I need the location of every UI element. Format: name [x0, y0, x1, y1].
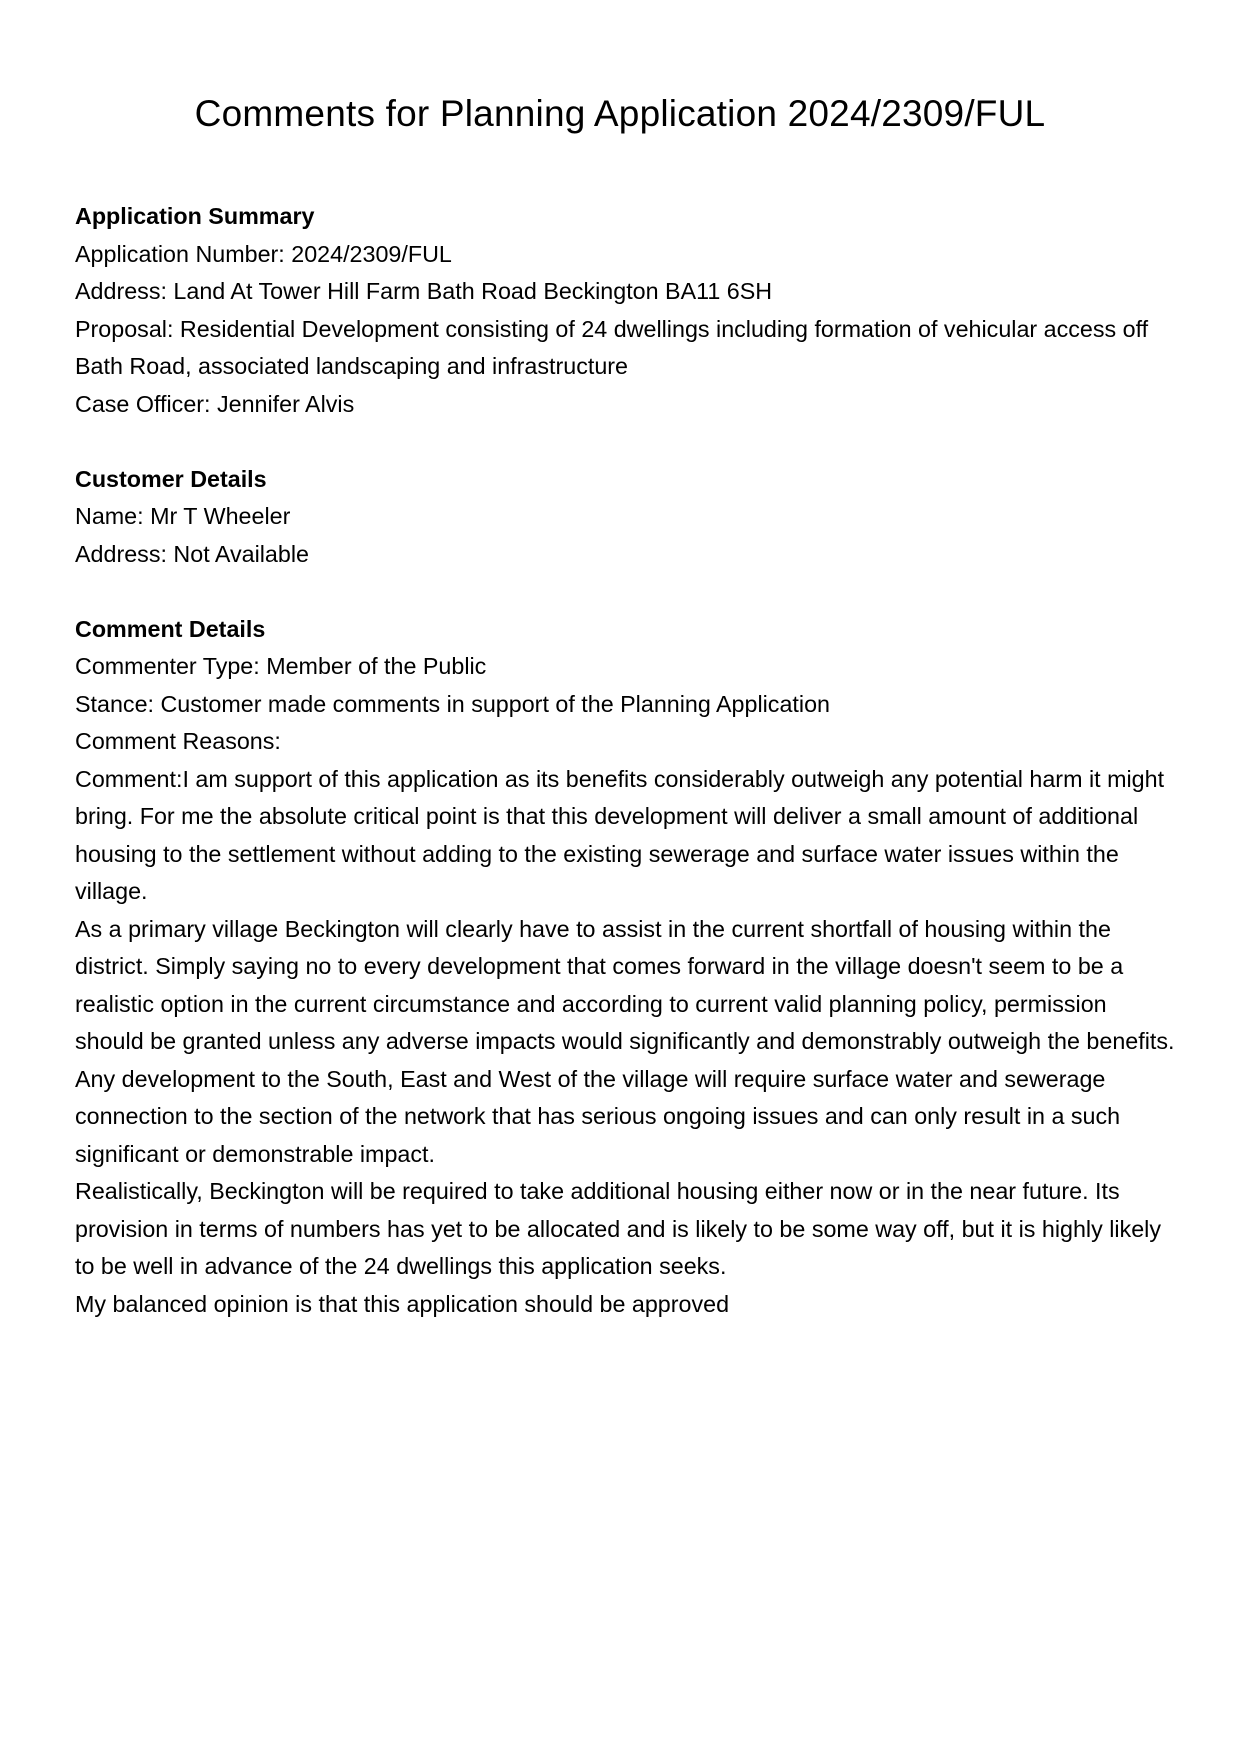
- page-title: Comments for Planning Application 2024/2309/FUL: [194, 93, 1046, 134]
- comment-details-section: [75, 611, 1175, 1324]
- case-officer: Case Officer: Jennifer Alvis: [75, 390, 355, 417]
- application-summary-heading: Application Summary: [75, 203, 315, 229]
- comment-details-heading: Comment Details: [75, 615, 266, 642]
- application-proposal: Proposal: Residential Development consisting of 24 dwellings including formation of vehicular access off Bath Road, associated landscaping and infrastructure: [75, 315, 1149, 379]
- customer-name: Name: Mr T Wheeler: [75, 503, 291, 529]
- document-body: [75, 198, 1175, 1361]
- application-number: Application Number: 2024/2309/FUL: [75, 240, 452, 267]
- commenter-type: Commenter Type: Member of the Public: [75, 653, 487, 679]
- application-summary-section: [75, 198, 1175, 423]
- customer-details-heading: Customer Details: [75, 465, 267, 492]
- customer-address: Address: Not Available: [75, 540, 309, 567]
- comment-reasons: Comment Reasons:: [75, 728, 281, 754]
- comment-paragraph: Realistically, Beckington will be required to take additional housing either now or in the near future. Its provision in terms of numbers has yet to be allocated and is likely to be some way off, but it is highly likely to be well in advance of the 24 dwellings this application seeks.: [75, 1178, 1161, 1279]
- comment-paragraph: As a primary village Beckington will clearly have to assist in the current shortfall of housing within the district. Simply saying no to every development that comes forward in the village doesn't seem to be a realistic option in the current circumstance and according to current valid planning policy, permission should be granted unless any adverse impacts would significantly and demonstrably outweigh the benefits. Any development to the South, East and West of the village will require surface water and sewerage connection to the section of the network that has serious ongoing issues and can only result in a such significant or demonstrable impact.: [75, 915, 1175, 1167]
- comment-paragraph: Comment:I am support of this application as its benefits considerably outweigh any potential harm it might bring. For me the absolute critical point is that this development will deliver a small amount of additional housing to the settlement without adding to the existing sewerage and surface water issues within the village.: [75, 765, 1165, 904]
- comment-stance: Stance: Customer made comments in support of the Planning Application: [75, 690, 830, 717]
- comment-paragraph: My balanced opinion is that this application should be approved: [75, 1290, 730, 1317]
- application-address: Address: Land At Tower Hill Farm Bath Road Beckington BA11 6SH: [75, 278, 773, 304]
- customer-details-section: [75, 461, 1175, 574]
